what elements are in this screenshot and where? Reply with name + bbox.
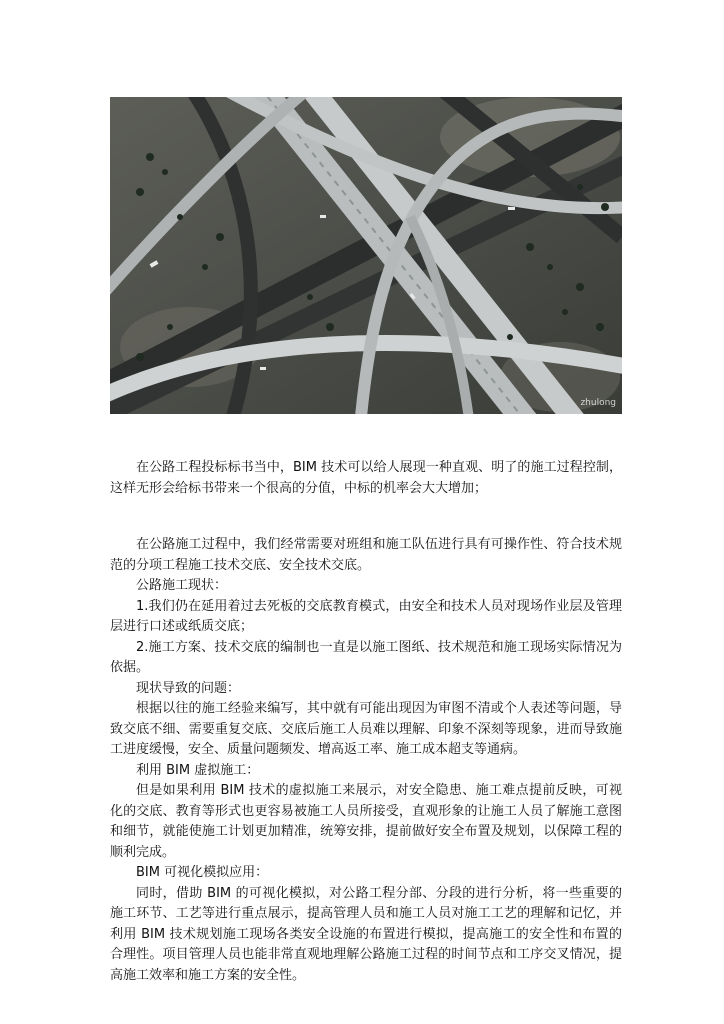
heading-bim-visual-simulation: BIM 可视化模拟应用： <box>136 865 269 880</box>
paragraph-bim-virtual-construction: 但是如果利用 BIM 技术的虚拟施工来展示，对安全隐患、施工难点提前反映，可视化的交底、教育等形式也更容易被施工人员所接受，直观形象的让施工人员了解施工意图和细节，就能使施工计划更加精准，统筹安排，提前做好安全布置及规划，以保障工程的顺利完成。 <box>110 783 622 860</box>
paragraph-problems: 根据以往的施工经验来编写，其中就有可能出现因为审图不清或个人表述等问题，导致交底不细、需要重复交底、交底后施工人员难以理解、印象不深刻等现象，进而导致施工进度缓慢，安全、质量问题频发、增高返工率、施工成本超支等通病。 <box>110 701 622 757</box>
paragraph-technical-disclosure: 在公路施工过程中，我们经常需要对班组和施工队伍进行具有可操作性、符合技术规范的分项工程施工技术交底、安全技术交底。 <box>110 537 622 573</box>
paragraph-bim-bidding: 在公路工程投标标书当中，BIM 技术可以给人展现一种直观、明了的施工过程控制，这样无形会给标书带来一个很高的分值，中标的机率会大大增加； <box>110 460 622 496</box>
highway-interchange-photo <box>110 97 622 414</box>
paragraph-status-item-2: 2.施工方案、技术交底的编制也一直是以施工图纸、技术规范和施工现场实际情况为依据。 <box>110 639 622 675</box>
heading-current-status: 公路施工现状： <box>136 578 228 593</box>
paragraph-gap <box>110 499 622 535</box>
interchange-illustration <box>110 97 622 414</box>
heading-bim-virtual-construction: 利用 BIM 虚拟施工： <box>136 762 260 778</box>
document-body <box>110 458 622 986</box>
heading-resulting-problems: 现状导致的问题： <box>136 680 241 696</box>
image-watermark: zhulong <box>580 398 616 408</box>
paragraph-status-item-1: 1.我们仍在延用着过去死板的交底教育模式，由安全和技术人员对现场作业层及管理层进行口述或纸质交底； <box>110 598 622 634</box>
paragraph-bim-visual-simulation: 同时，借助 BIM 的可视化模拟，对公路工程分部、分段的进行分析，将一些重要的施工环节、工艺等进行重点展示，提高管理人员和施工人员对施工工艺的理解和记忆，并利用 BIM 技术规划施工现场各类安全设施的布置进行模拟，提高施工的安全性和布置的合理性。项目管理人员也能非常直观地理解公路施工过程的时间节点和工序交叉情况，提高施工效率和施工方案的安全性。 <box>110 885 622 983</box>
